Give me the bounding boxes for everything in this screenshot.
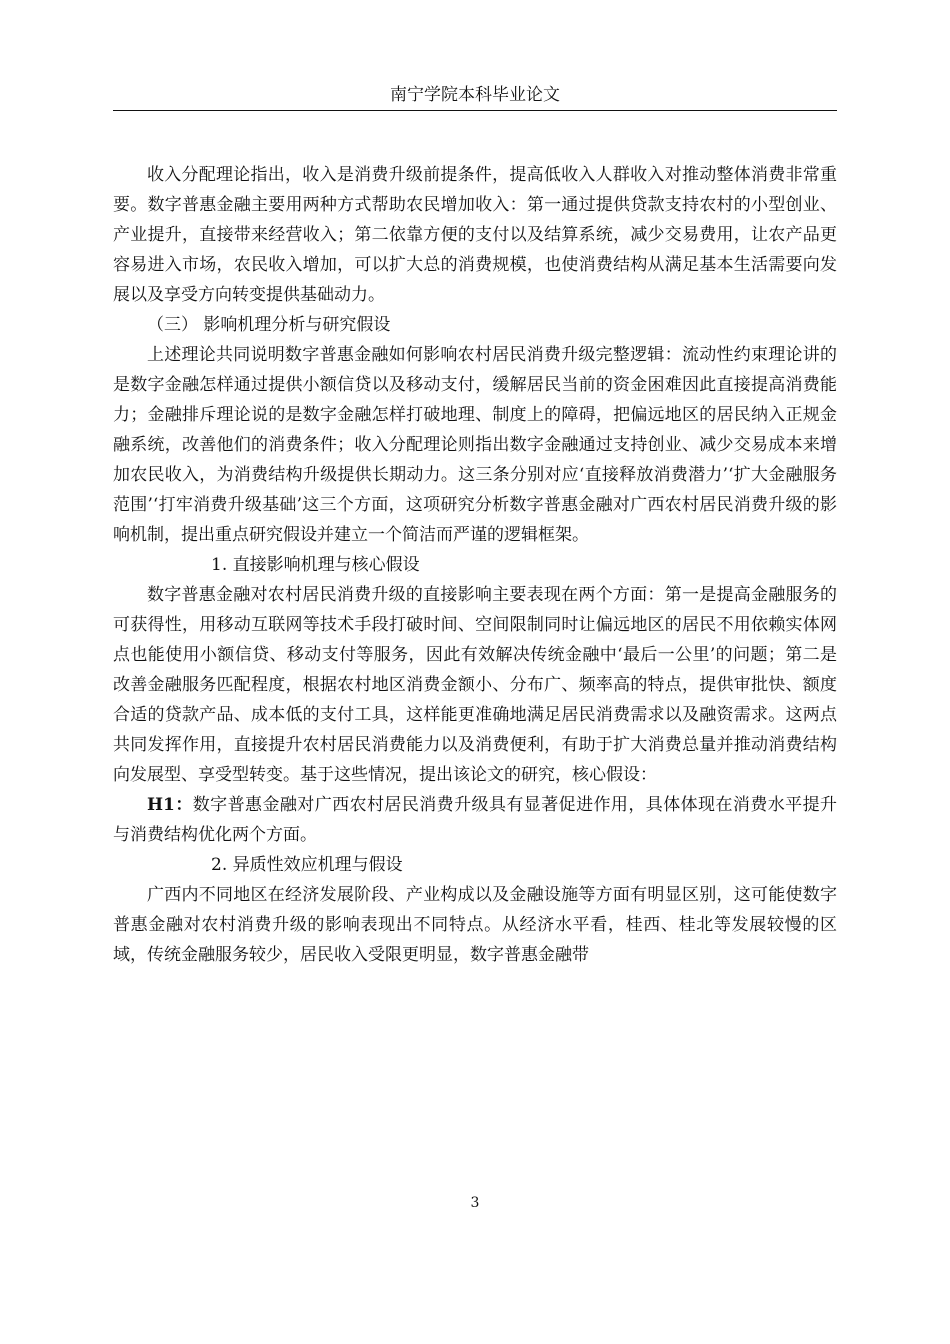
paragraph-theory-summary: 上述理论共同说明数字普惠金融如何影响农村居民消费升级完整逻辑：流动性约束理论讲的是数字金融怎样通过提供小额信贷以及移动支付，缓解居民当前的资金困难因此直接提高消费能力；金融排斥理论说的是数字金融怎样打破地理、制度上的障碍，把偏远地区的居民纳入正规金融系统，改善他们的消费条件；收入分配理论则指出数字金融通过支持创业、减少交易成本来增加农民收入，为消费结构升级提供长期动力。这三条分别对应‘直接释放消费潜力’‘扩大金融服务范围’‘打牢消费升级基础’这三个方面，这项研究分析数字普惠金融对广西农村居民消费升级的影响机制，提出重点研究假设并建立一个简洁而严谨的逻辑框架。 bbox=[113, 345, 837, 545]
section-heading-3: （三） 影响机理分析与研究假设 bbox=[147, 315, 391, 335]
header-divider bbox=[113, 110, 837, 111]
page-header-title: 南宁学院本科毕业论文 bbox=[390, 85, 560, 105]
subsection-heading-2: 2. 异质性效应机理与假设 bbox=[211, 855, 403, 875]
hypothesis-text: 数字普惠金融对广西农村居民消费升级具有显著促进作用，具体体现在消费水平提升与消费结构优化两个方面。 bbox=[113, 795, 838, 845]
page-body bbox=[113, 160, 837, 970]
subsection-heading-1: 1. 直接影响机理与核心假设 bbox=[211, 555, 420, 575]
paragraph-heterogeneity: 广西内不同地区在经济发展阶段、产业构成以及金融设施等方面有明显区别，这可能使数字普惠金融对农村消费升级的影响表现出不同特点。从经济水平看，桂西、桂北等发展较慢的区域，传统金融服务较少，居民收入受限更明显，数字普惠金融带 bbox=[113, 885, 837, 965]
paragraph-income-distribution: 收入分配理论指出，收入是消费升级前提条件，提高低收入人群收入对推动整体消费非常重要。数字普惠金融主要用两种方式帮助农民增加收入：第一通过提供贷款支持农村的小型创业、产业提升，直接带来经营收入；第二依靠方便的支付以及结算系统，减少交易费用，让农产品更容易进入市场，农民收入增加，可以扩大总的消费规模，也使消费结构从满足基本生活需要向发展以及享受方向转变提供基础动力。 bbox=[113, 165, 837, 305]
hypothesis-h1 bbox=[113, 790, 837, 850]
hypothesis-label: H1： bbox=[147, 795, 193, 815]
paragraph-direct-mechanism: 数字普惠金融对农村居民消费升级的直接影响主要表现在两个方面：第一是提高金融服务的可获得性，用移动互联网等技术手段打破时间、空间限制同时让偏远地区的居民不用依赖实体网点也能使用小额信贷、移动支付等服务，因此有效解决传统金融中‘最后一公里’的问题；第二是改善金融服务匹配程度，根据农村地区消费金额小、分布广、频率高的特点，提供审批快、额度合适的贷款产品、成本低的支付工具，这样能更准确地满足居民消费需求以及融资需求。这两点共同发挥作用，直接提升农村居民消费能力以及消费便利，有助于扩大消费总量并推动消费结构向发展型、享受型转变。基于这些情况，提出该论文的研究，核心假设： bbox=[113, 585, 837, 785]
page-number: 3 bbox=[470, 1195, 480, 1211]
